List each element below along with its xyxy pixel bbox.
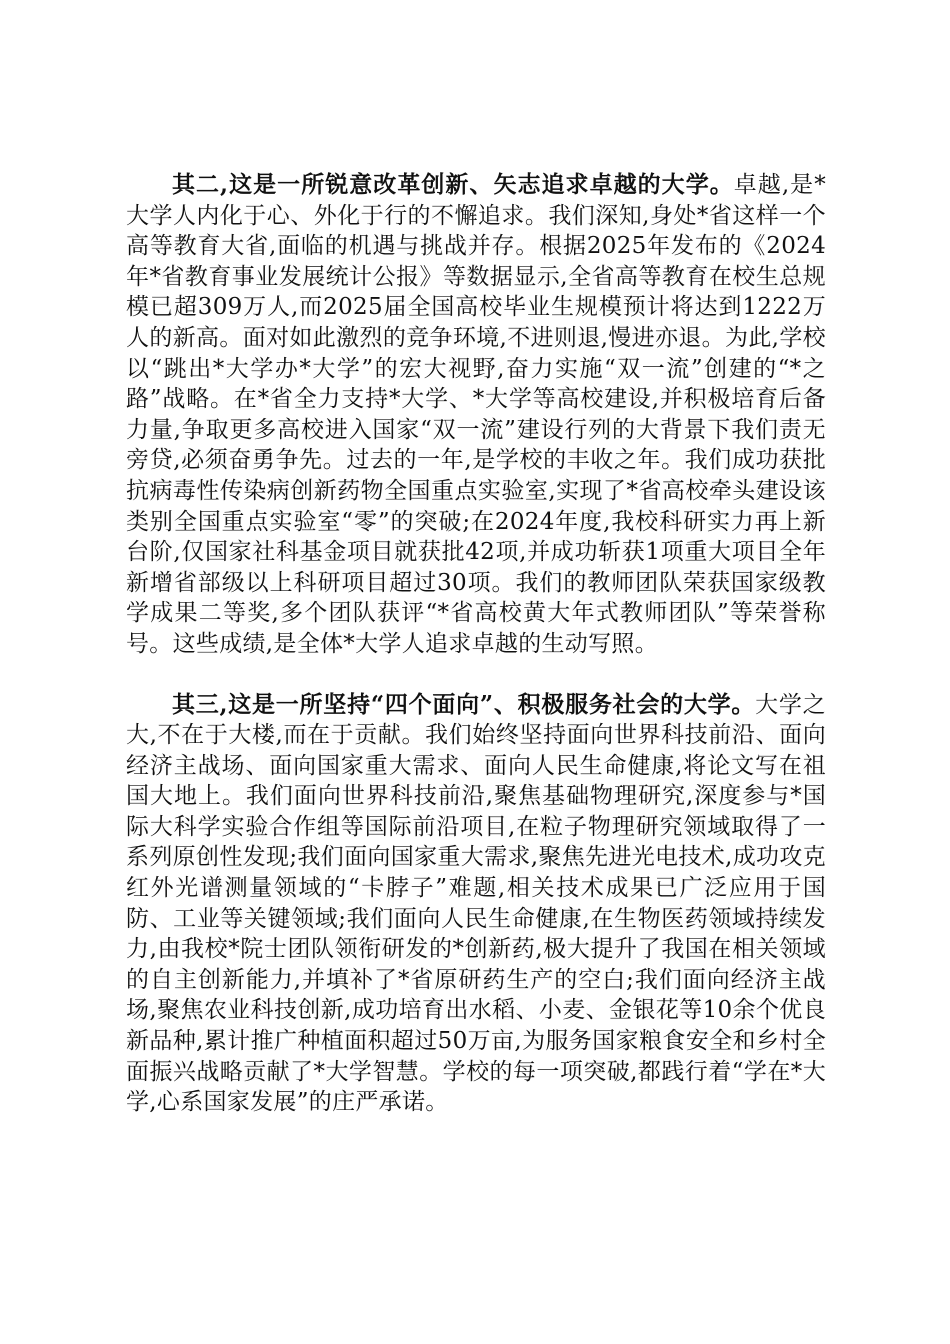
document-body [126,170,826,1118]
paragraph-2 [126,170,826,660]
paragraph-3-heading: 其三,这是一所坚持“四个面向”、积极服务社会的大学。 [172,690,756,718]
paragraph-2-heading: 其二,这是一所锐意改革创新、矢志追求卓越的大学。 [172,171,734,198]
paragraph-3 [126,690,826,1118]
paragraph-3-text: 大学之大,不在于大楼,而在于贡献。我们始终坚持面向世界科技前沿、面向经济主战场、面向国家重大需求、面向人民生命健康,将论文写在祖国大地上。我们面向世界科技前沿,聚焦基础物理研究,深度参与*国际大科学实验合作组等国际前沿项目,在粒子物理研究领域取得了一系列原创性发现;我们面向国家重大需求,聚焦先进光电技术,成功攻克红外光谱测量领域的“卡脖子”难题,相关技术成果已广泛应用于国防、工业等关键领域;我们面向人民生命健康,在生物医药领域持续发力,由我校*院士团队领衔研发的*创新药,极大提升了我国在相关领域的自主创新能力,并填补了*省原研药生产的空白;我们面向经济主战场,聚焦农业科技创新,成功培育出水稻、小麦、金银花等10余个优良新品种,累计推广种植面积超过50万亩,为服务国家粮食安全和乡村全面振兴战略贡献了*大学智慧。学校的每一项突破,都践行着“学在*大学,心系国家发展”的庄严承诺。 [126,691,826,1116]
paragraph-2-text: 卓越,是*大学人内化于心、外化于行的不懈追求。我们深知,身处*省这样一个高等教育大省,面临的机遇与挑战并存。根据2025年发布的《2024年*省教育事业发展统计公报》等数据显示,全省高等教育在校生总规模已超309万人,而2025届全国高校毕业生规模预计将达到1222万人的新高。面对如此激烈的竞争环境,不进则退,慢进亦退。为此,学校以“跳出*大学办*大学”的宏大视野,奋力实施“双一流”创建的“*之路”战略。在*省全力支持*大学、*大学等高校建设,并积极培育后备力量,争取更多高校进入国家“双一流”建设行列的大背景下我们责无旁贷,必须奋勇争先。过去的一年,是学校的丰收之年。我们成功获批抗病毒性传染病创新药物全国重点实验室,实现了*省高校牵头建设该类别全国重点实验室“零”的突破;在2024年度,我校科研实力再上新台阶,仅国家社科基金项目就获批42项,并成功斩获1项重大项目全年新增省部级以上科研项目超过30项。我们的教师团队荣获国家级教学成果二等奖,多个团队获评“*省高校黄大年式教师团队”等荣誉称号。这些成绩,是全体*大学人追求卓越的生动写照。 [126,172,827,657]
